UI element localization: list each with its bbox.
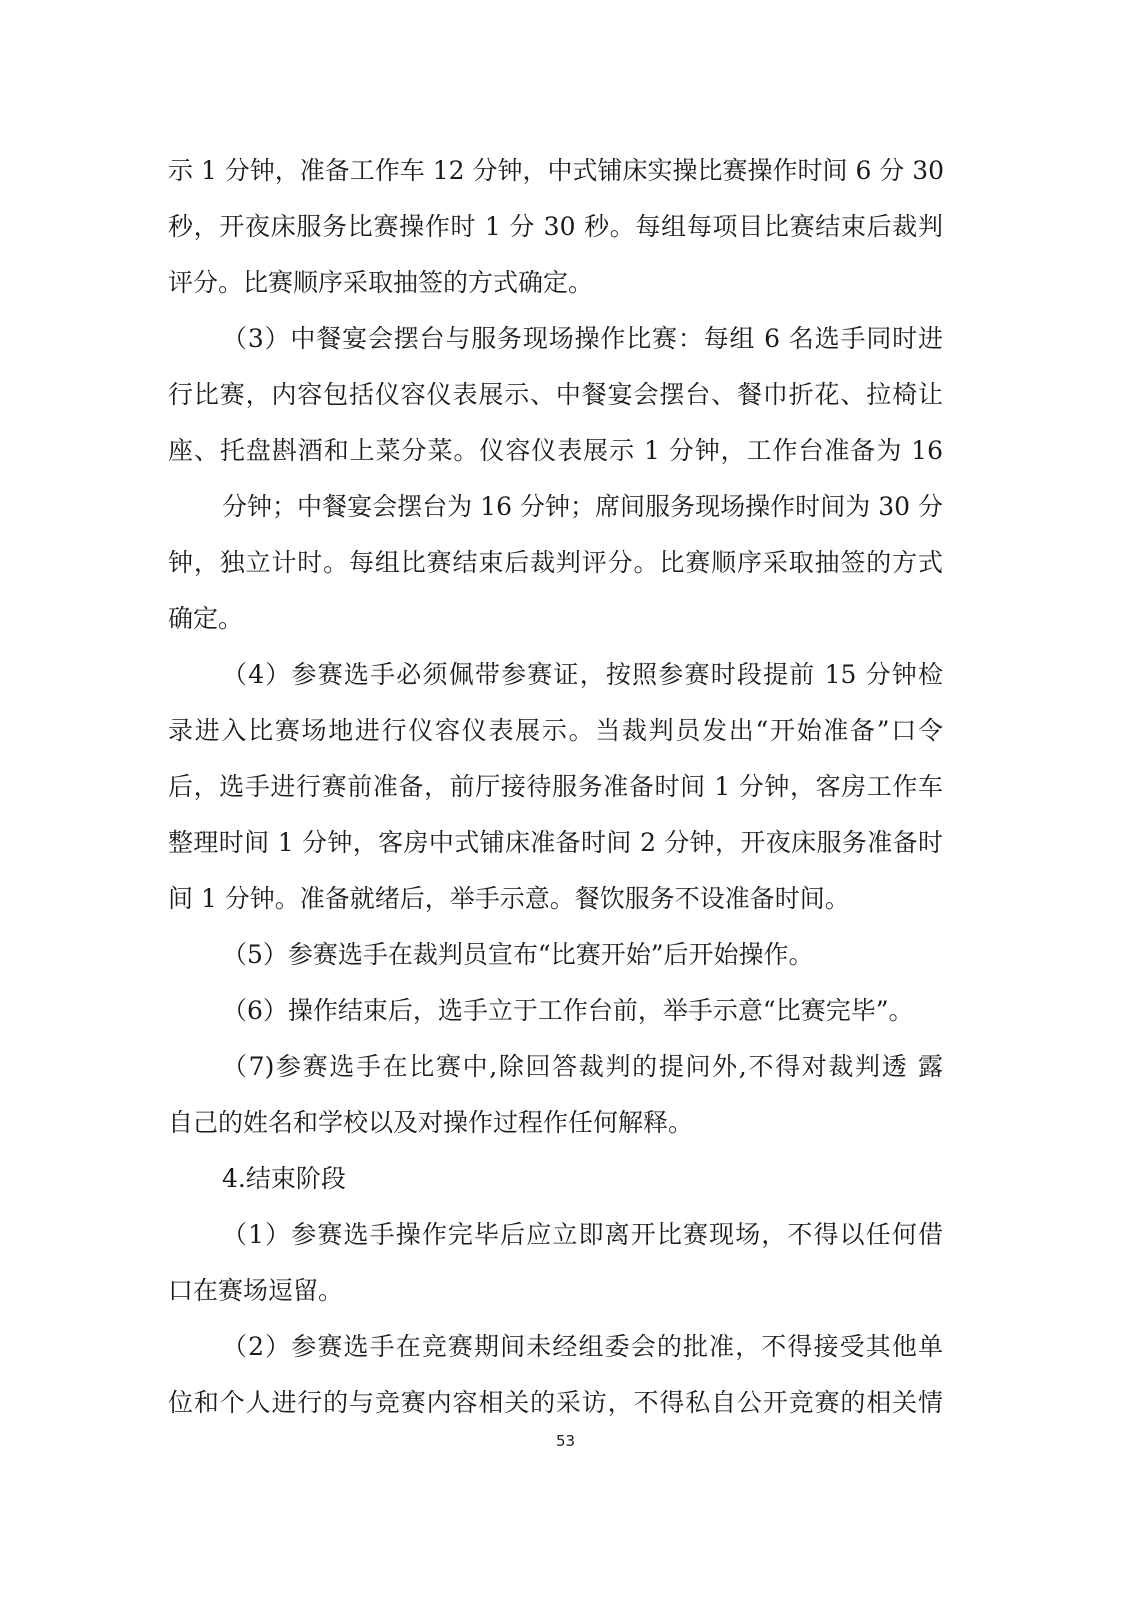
text-line: 评分。比赛顺序采取抽签的方式确定。 [168,268,594,297]
text-line: （1）参赛选手操作完毕后应立即离开比赛现场，不得以任何借 [222,1220,943,1249]
text-line: 录进入比赛场地进行仪容仪表展示。当裁判员发出“开始准备”口令 [168,716,943,745]
text-line: 座、托盘斟酒和上菜分菜。仪容仪表展示 1 分钟，工作台准备为 16 [168,436,943,465]
text-line: 后，选手进行赛前准备，前厅接待服务准备时间 1 分钟，客房工作车 [168,772,943,801]
text-line: （3）中餐宴会摆台与服务现场操作比赛：每组 6 名选手同时进 [222,324,943,353]
page-number: 53 [555,1432,576,1450]
text-line: 分钟；中餐宴会摆台为 16 分钟；席间服务现场操作时间为 30 分 [222,492,943,521]
text-line: （4）参赛选手必须佩带参赛证，按照参赛时段提前 15 分钟检 [222,660,943,689]
text-line: 确定。 [168,604,244,633]
text-line: 间 1 分钟。准备就绪后，举手示意。餐饮服务不设准备时间。 [168,884,850,913]
text-line: 行比赛，内容包括仪容仪表展示、中餐宴会摆台、餐巾折花、拉椅让 [168,380,943,409]
text-line: 秒，开夜床服务比赛操作时 1 分 30 秒。每组每项目比赛结束后裁判 [168,212,943,241]
text-line: （5）参赛选手在裁判员宣布“比赛开始”后开始操作。 [222,940,814,969]
section-heading: 4.结束阶段 [222,1164,346,1193]
text-line: 钟，独立计时。每组比赛结束后裁判评分。比赛顺序采取抽签的方式 [168,548,943,577]
text-line: （7)参赛选手在比赛中,除回答裁判的提问外,不得对裁判透 露 [222,1052,943,1081]
text-line: 位和个人进行的与竞赛内容相关的采访，不得私自公开竞赛的相关情 [168,1388,943,1417]
text-line: （2）参赛选手在竞赛期间未经组委会的批准，不得接受其他单 [222,1332,943,1361]
text-line: 自己的姓名和学校以及对操作过程作任何解释。 [168,1108,694,1137]
text-line: 示 1 分钟，准备工作车 12 分钟，中式铺床实操比赛操作时间 6 分 30 [168,156,945,185]
text-line: （6）操作结束后，选手立于工作台前，举手示意“比赛完毕”。 [222,996,914,1025]
text-line: 整理时间 1 分钟，客房中式铺床准备时间 2 分钟，开夜床服务准备时 [168,828,943,857]
text-line: 口在赛场逗留。 [168,1276,344,1305]
